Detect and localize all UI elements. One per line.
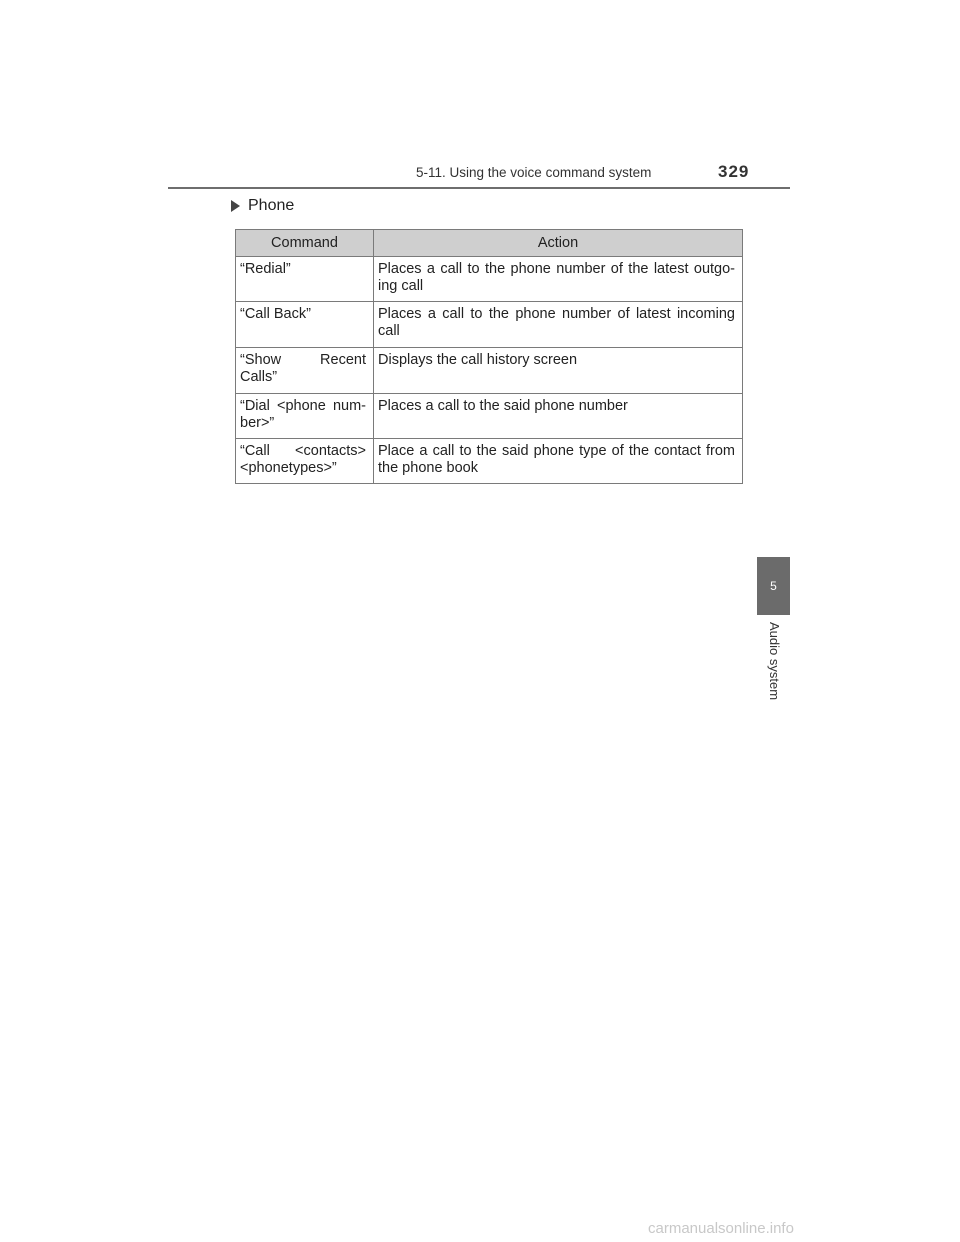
command-cell: “Redial”: [236, 257, 374, 302]
table-row: [236, 348, 743, 394]
command-cell: “Call <contacts> <phonetypes>”: [236, 439, 374, 484]
action-cell: Displays the call history screen: [374, 348, 743, 394]
table-row: [236, 394, 743, 439]
column-header-action: Action: [374, 230, 743, 257]
action-cell: Place a call to the said phone type of the contact from the phone book: [374, 439, 743, 484]
command-cell: “Dial <phone num-ber>”: [236, 394, 374, 439]
chapter-tab: [757, 557, 790, 615]
header-section-title: 5-11. Using the voice command system: [416, 165, 652, 180]
table-row: [236, 257, 743, 302]
command-cell: “Call Back”: [236, 302, 374, 348]
section-heading: [231, 197, 294, 215]
page-number: 329: [718, 162, 750, 181]
action-cell: Places a call to the said phone number: [374, 394, 743, 439]
table-row: [236, 439, 743, 484]
table-header-row: [236, 230, 743, 257]
section-heading-label: Phone: [248, 197, 295, 214]
command-cell: “Show Recent Calls”: [236, 348, 374, 394]
table-row: [236, 302, 743, 348]
header-divider: [168, 187, 790, 189]
watermark: carmanualsonline.info: [648, 1220, 794, 1237]
voice-command-table: [235, 229, 743, 484]
chapter-number: 5: [770, 579, 777, 593]
action-cell: Places a call to the phone number of the latest outgo-ing call: [374, 257, 743, 302]
chapter-label: Audio system: [767, 622, 782, 701]
triangle-bullet-icon: [231, 200, 240, 212]
column-header-command: Command: [236, 230, 374, 257]
action-cell: Places a call to the phone number of latest incoming call: [374, 302, 743, 348]
